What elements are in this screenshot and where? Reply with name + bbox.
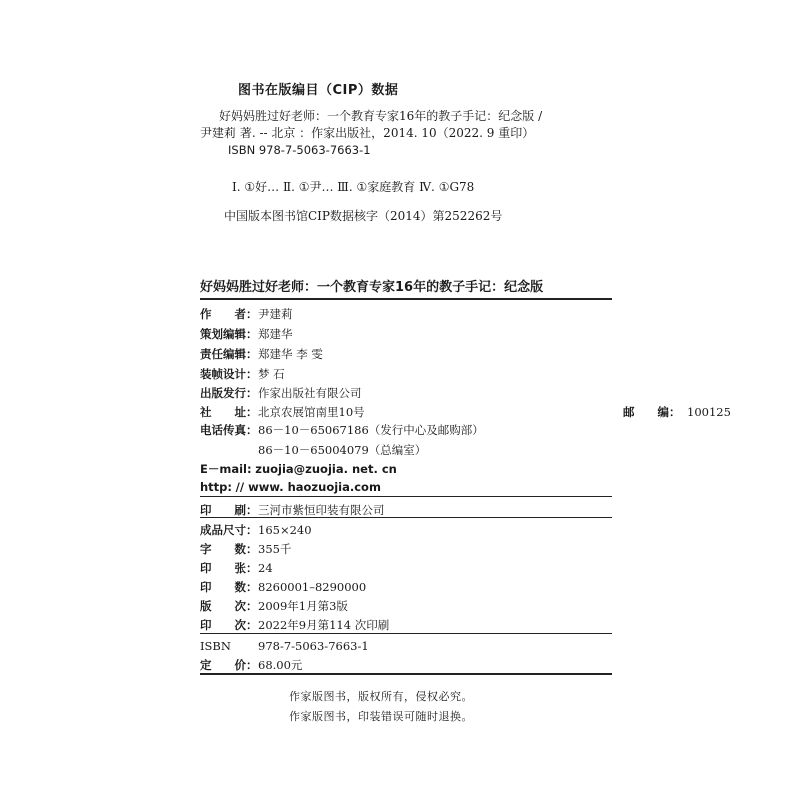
address-value: 北京农展馆南里10号 [258, 405, 365, 419]
author-row [200, 305, 293, 323]
author-value: 尹建莉 [258, 307, 293, 321]
section-rule [200, 496, 612, 497]
planning-editor-row [200, 325, 293, 343]
responsible-editor-row [200, 345, 323, 363]
print-count-row [200, 578, 366, 596]
printer-label: 印 刷： [200, 503, 258, 517]
design-value: 梦 石 [258, 367, 285, 381]
words-value: 355千 [258, 542, 292, 556]
impression-value: 2022年9月第114 次印刷 [258, 618, 390, 632]
email-label: E－mail: [200, 462, 252, 476]
words-row [200, 540, 291, 558]
return-notice: 作家版图书，印装错误可随时退换。 [289, 710, 473, 723]
phone-row-1 [200, 421, 484, 439]
design-label: 装帧设计： [200, 367, 258, 381]
email-row [200, 460, 397, 478]
size-value: 165×240 [258, 523, 312, 537]
isbn-label: ISBN [200, 639, 231, 653]
size-row [200, 521, 312, 539]
publisher-label: 出版发行： [200, 386, 258, 400]
copyright-notice: 作家版图书，版权所有，侵权必究。 [289, 690, 473, 703]
phone-label: 电话传真： [200, 423, 258, 437]
words-label: 字 数： [200, 542, 258, 556]
bottom-rule [200, 673, 612, 675]
design-row [200, 365, 285, 383]
book-title: 好妈妈胜过好老师：一个教育专家16年的教子手记：纪念版 [200, 280, 544, 295]
isbn-value: 978-7-5063-7663-1 [258, 639, 369, 653]
price-row [200, 656, 302, 674]
section-rule [200, 517, 612, 518]
website-row [200, 478, 381, 496]
edition-value: 2009年1月第3版 [258, 599, 348, 613]
sheets-row [200, 559, 273, 577]
title-rule [200, 298, 612, 300]
address-row [200, 403, 731, 421]
edition-label: 版 次： [200, 599, 258, 613]
section-rule [200, 633, 612, 634]
email-value: zuojia@zuojia. net. cn [255, 462, 397, 476]
print-count-value: 8260001–8290000 [258, 580, 367, 594]
address-label: 社 址： [200, 405, 258, 419]
author-label: 作 者： [200, 307, 258, 321]
zip-value: 100125 [687, 405, 731, 419]
price-value: 68.00元 [258, 658, 303, 672]
website-label: http: [200, 480, 233, 494]
price-label: 定 价： [200, 658, 258, 672]
cip-book-line: 好妈妈胜过好老师：一个教育专家16年的教子手记：纪念版 / [219, 109, 543, 123]
phone-value-1: 86－10－65067186（发行中心及邮购部） [258, 423, 484, 437]
impression-label: 印 次： [200, 618, 258, 632]
planning-editor-value: 郑建华 [258, 327, 293, 341]
size-label: 成品尺寸： [200, 523, 258, 537]
publisher-value: 作家出版社有限公司 [258, 386, 362, 400]
edition-row [200, 597, 348, 615]
printer-value: 三河市紫恒印装有限公司 [258, 503, 385, 517]
phone-row-2 [200, 441, 426, 459]
cip-title: 图书在版编目（CIP）数据 [238, 83, 399, 98]
phone-value-2: 86－10－65004079（总编室） [258, 443, 427, 457]
cip-verification-line: 中国版本图书馆CIP数据核字（2014）第252262号 [224, 209, 503, 223]
responsible-editor-label: 责任编辑： [200, 347, 258, 361]
cip-isbn-line: ISBN 978-7-5063-7663-1 [228, 143, 371, 157]
zip-label: 邮 编： [623, 405, 681, 419]
website-value: // www. haozuojia.com [235, 480, 381, 494]
publisher-row [200, 384, 362, 402]
cip-classification-line: Ⅰ. ①好… Ⅱ. ①尹… Ⅲ. ①家庭教育 Ⅳ. ①G78 [232, 180, 475, 194]
sheets-value: 24 [258, 561, 273, 575]
impression-row [200, 616, 389, 634]
isbn-row [200, 637, 369, 655]
sheets-label: 印 张： [200, 561, 258, 575]
planning-editor-label: 策划编辑： [200, 327, 258, 341]
cip-author-publisher-line: 尹建莉 著. -- 北京 ：作家出版社，2014. 10（2022. 9 重印） [200, 126, 535, 140]
print-count-label: 印 数： [200, 580, 258, 594]
responsible-editor-value: 郑建华 李 雯 [258, 347, 323, 361]
